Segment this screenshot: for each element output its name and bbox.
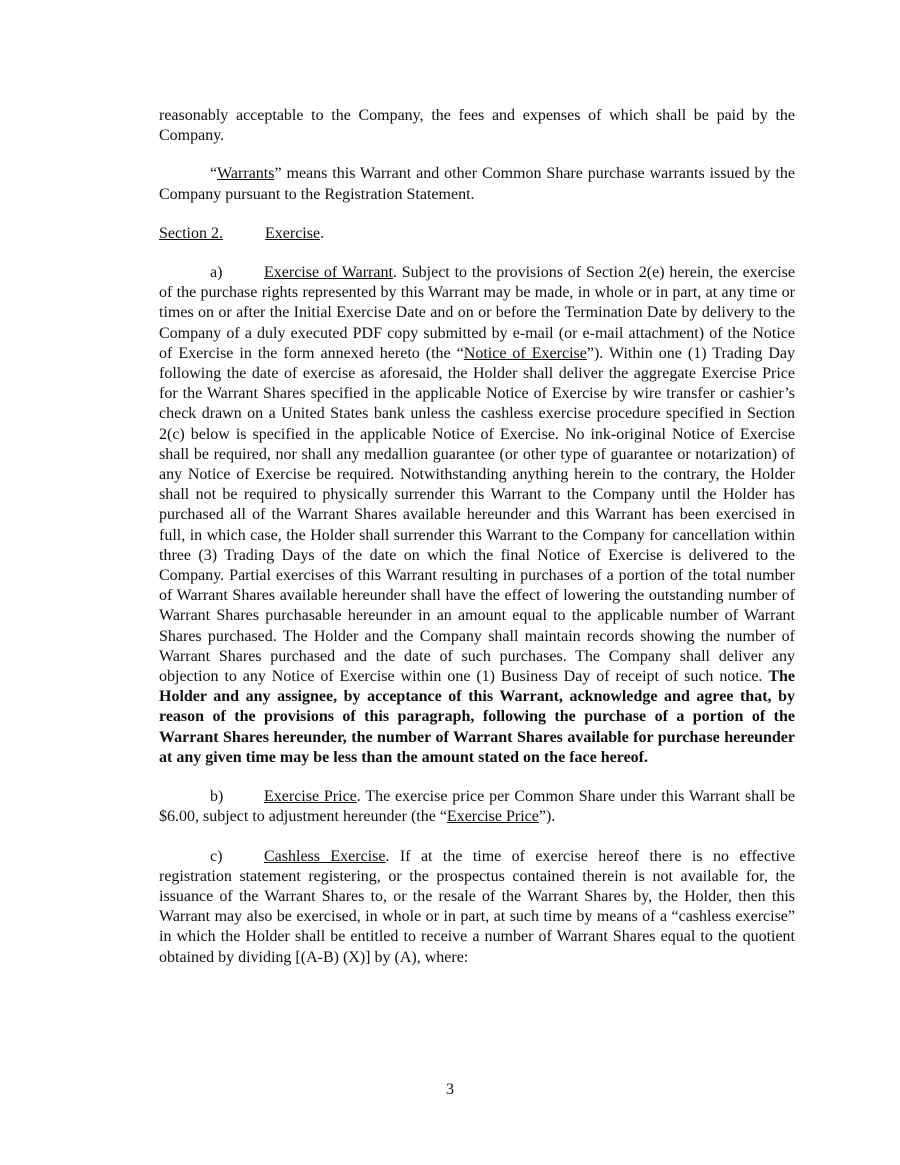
item-a-bold-text: The Holder and any assignee, by acceptance of this Warrant, acknowledge and agree that, by reason of the provisions of this paragraph, following the purchase of a portion of the Warrant Shares hereunder, the number of Warrant Shares available for purchase hereunder at any given time may be less than the amount stated on the face hereof. <box>159 668 795 766</box>
section-2-heading <box>159 224 795 244</box>
notice-of-exercise-defined-term: Notice of Exercise <box>463 344 587 362</box>
item-b-paragraph <box>159 787 795 827</box>
exercise-price-defined-term: Exercise Price <box>446 808 539 826</box>
item-c-paragraph <box>159 847 795 968</box>
continued-paragraph-text: reasonably acceptable to the Company, the fees and expenses of which shall be paid by the Company. <box>159 107 795 145</box>
item-c-heading: Cashless Exercise <box>264 847 386 865</box>
item-a-heading: Exercise of Warrant <box>264 264 393 282</box>
item-a-marker: a) <box>210 264 223 282</box>
continued-paragraph <box>159 106 795 146</box>
warrants-definition-text: ” means this Warrant and other Common Share purchase warrants issued by the Company pursuant to the Registration Statement. <box>159 165 795 203</box>
item-b-marker: b) <box>210 788 224 806</box>
document-page <box>159 106 795 968</box>
item-b-text-1: . The exercise price per Common Share under this Warrant shall be $6.00, subject to adjustment hereunder (the “ <box>159 788 796 826</box>
page-number: 3 <box>446 1081 454 1098</box>
item-b-heading: Exercise Price <box>264 788 357 806</box>
item-a-text-2: ”). Within one (1) Trading Day following the date of exercise as aforesaid, the Holder shall deliver the aggregate Exercise Price for the Warrant Shares specified in the applicable Notice of Exercise by wire transfer or cashier’s check drawn on a United States bank unless the cashless exercise procedure specified in Section 2(c) below is specified in the applicable Notice of Exercise. No ink-original Notice of Exercise shall be required, nor shall any medallion guarantee (or other type of guarantee or notarization) of any Notice of Exercise be required. Notwithstanding anything herein to the contrary, the Holder shall not be required to physically surrender this Warrant to the Company until the Holder has purchased all of the Warrant Shares available hereunder and this Warrant has been exercised in full, in which case, the Holder shall surrender this Warrant to the Company for cancellation within three (3) Trading Days of the date on which the final Notice of Exercise is delivered to the Company. Partial exercises of this Warrant resulting in purchases of a portion of the total number of Warrant Shares available hereunder shall have the effect of lowering the outstanding number of Warrant Shares purchasable hereunder in an amount equal to the applicable number of Warrant Shares purchased. The Holder and the Company shall maintain records showing the number of Warrant Shares purchased and the date of such purchases. The Company shall deliver any objection to any Notice of Exercise within one (1) Business Day of receipt of such notice. <box>159 344 795 686</box>
open-quote: “ <box>210 165 218 183</box>
item-c-marker: c) <box>210 847 223 865</box>
section-2-label: Section 2. <box>159 224 223 242</box>
item-a-text-1: . Subject to the provisions of Section 2(e) herein, the exercise of the purchase rights represented by this Warrant may be made, in whole or in part, at any time or times on or after the Initial Exercise Date and on or before the Termination Date by delivery to the Company of a duly executed PDF copy submitted by e-mail (or e-mail attachment) of the Notice of Exercise in the form annexed hereto (the “ <box>159 264 795 362</box>
item-c-text-1: . If at the time of exercise hereof there is no effective registration statement registering, or the prospectus contained therein is not available for, the issuance of the Warrant Shares to, or the resale of the Warrant Shares by, the Holder, then this Warrant may also be exercised, in whole or in part, at such time by means of a “cashless exercise” in which the Holder shall be entitled to receive a number of Warrant Shares equal to the quotient obtained by dividing [(A-B) (X)] by (A), where: <box>159 847 796 966</box>
warrants-definition-paragraph <box>159 164 795 204</box>
item-b-text-2: ”). <box>538 808 556 826</box>
section-2-period: . <box>320 224 325 242</box>
warrants-defined-term: Warrants <box>217 165 275 183</box>
item-a-paragraph <box>159 263 795 768</box>
section-2-title: Exercise <box>265 224 321 242</box>
